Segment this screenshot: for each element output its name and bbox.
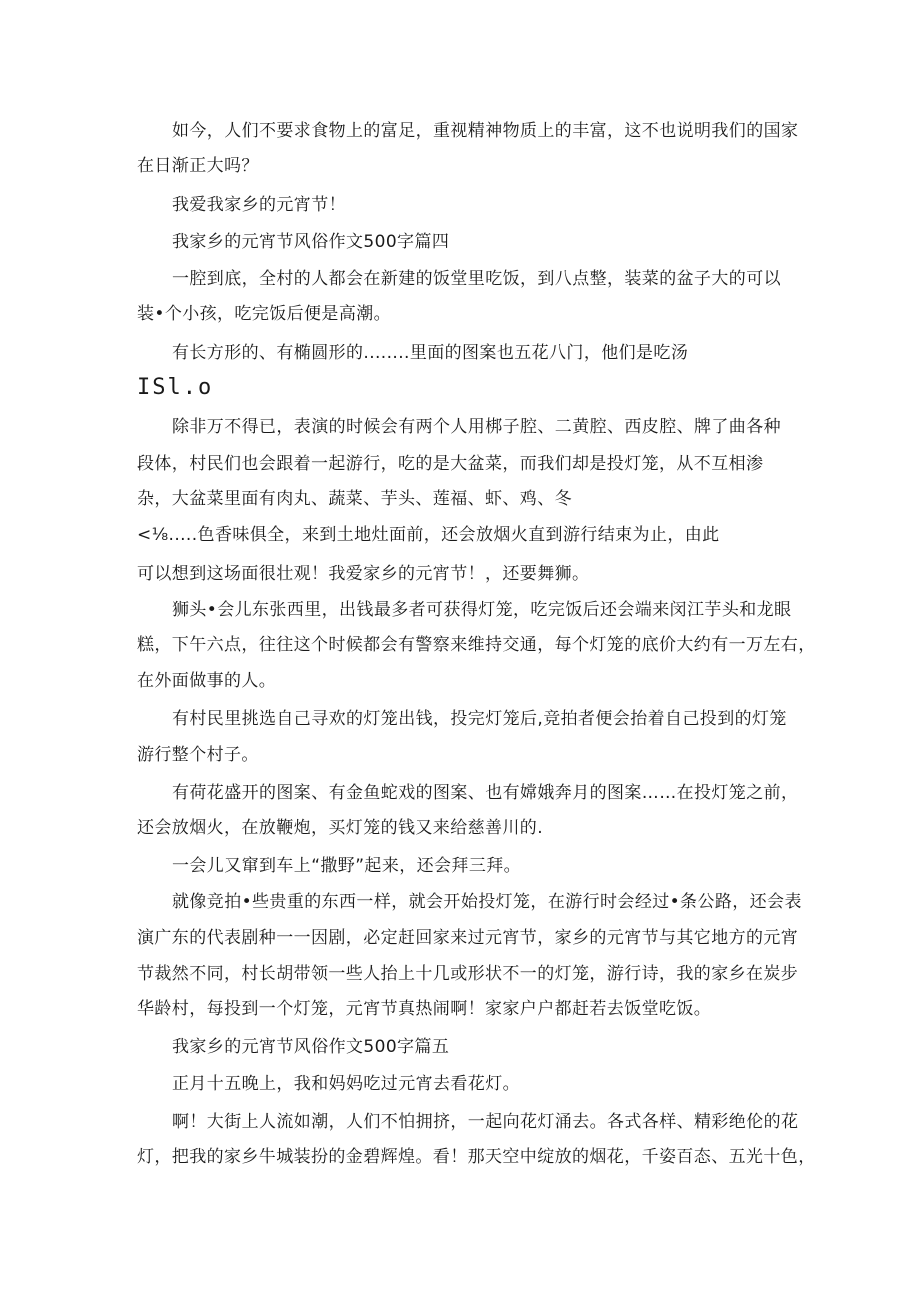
text-line: 一腔到底，全村的人都会在新建的饭堂里吃饭，到八点整，装菜的盆子大的可以: [172, 269, 781, 289]
text-line: 一会儿又窜到车上“撒野”起来，还会拜三拜。: [172, 856, 522, 876]
text-line: 糕，下午六点，往往这个时候都会有警察来维持交通，每个灯笼的底价大约有一万左右，: [137, 635, 816, 655]
text-line: 灯，把我的家乡牛城装扮的金碧辉煌。看！那天空中绽放的烟花，千姿百态、五光十色，: [137, 1147, 816, 1167]
text-line: 除非万不得已，表演的时候会有两个人用梆子腔、二黄腔、西皮腔、牌了曲各种: [172, 417, 781, 437]
text-line: 啊！大街上人流如潮，人们不怕拥挤，一起向花灯涌去。各式各样、精彩绝伦的花: [172, 1112, 799, 1132]
text-line: 华龄村，每投到一个灯笼，元宵节真热闹啊！家家户户都赶若去饭堂吃饭。: [137, 999, 712, 1019]
text-line: <⅛.....色香味俱全，来到土地灶面前，还会放烟火直到游行结束为止，由此: [137, 525, 720, 545]
text-line: 游行整个村子。: [137, 745, 259, 765]
text-line: 正月十五晚上，我和妈妈吃过元宵去看花灯。: [172, 1074, 520, 1094]
text-line: 狮头•会儿东张西里，出钱最多者可获得灯笼，吃完饭后还会端来闵江芋头和龙眼: [172, 600, 792, 620]
text-line: 如今，人们不要求食物上的富足，重视精神物质上的丰富，这不也说明我们的国家: [172, 121, 799, 141]
text-line: 有荷花盛开的图案、有金鱼蛇戏的图案、也有嫦娥奔月的图案……在投灯笼之前，: [172, 783, 799, 803]
section-heading: 我家乡的元宵节风俗作文500字篇四: [172, 232, 450, 252]
text-line: 在外面做事的人。: [137, 671, 277, 691]
text-line: 有长方形的、有椭圆形的........里面的图案也五花八门，他们是吃汤: [172, 343, 689, 363]
text-line: 我爱我家乡的元宵节！: [172, 195, 346, 215]
text-line: 节裁然不同，村长胡带领一些人抬上十几或形状不一的灯笼，游行诗，我的家乡在炭步: [137, 964, 799, 984]
text-line: 有村民里挑选自己寻欢的灯笼出钱，投完灯笼后,竞拍者便会抬着自己投到的灯笼: [172, 709, 787, 729]
text-line: 段体，村民们也会跟着一起游行，吃的是大盆菜，而我们却是投灯笼，从不互相渗: [137, 454, 764, 474]
text-line: 在日渐正大吗？: [137, 156, 259, 176]
section-heading: 我家乡的元宵节风俗作文500字篇五: [172, 1037, 450, 1057]
text-line: 还会放烟火，在放鞭炮，买灯笼的钱又来给慈善川的.: [137, 818, 544, 838]
text-line: 演广东的代表剧种一一因剧，必定赶回家来过元宵节，家乡的元宵节与其它地方的元宵: [137, 928, 799, 948]
text-line-ocr-artifact: ISl.o: [137, 375, 214, 400]
text-line: 杂，大盆菜里面有肉丸、蔬菜、芋头、莲福、虾、鸡、冬: [137, 489, 572, 509]
text-line: 可以想到这场面很壮观！我爱家乡的元宵节！，还要舞狮。: [137, 564, 590, 584]
text-line: 装•个小孩，吃完饭后便是高潮。: [137, 304, 392, 324]
text-line: 就像竞拍•些贵重的东西一样，就会开始投灯笼，在游行时会经过•条公路，还会表: [172, 892, 802, 912]
